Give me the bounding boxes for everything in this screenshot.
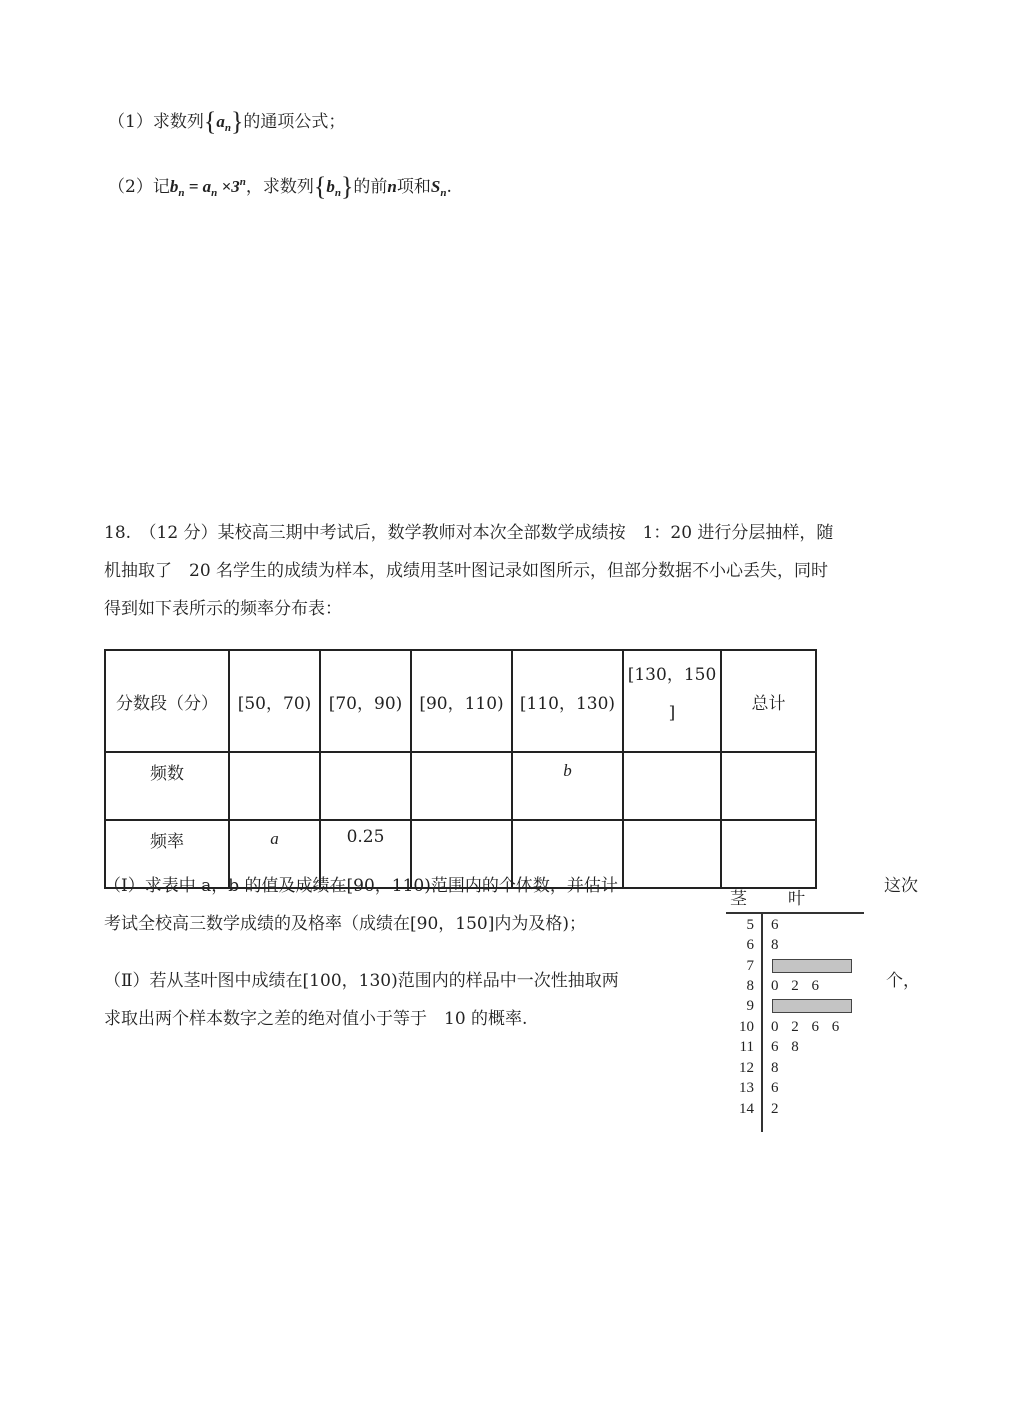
header-cell: 分数段（分）	[105, 650, 229, 752]
table-cell	[229, 752, 320, 820]
q18-line1: 18. （12 分）某校高三期中考试后，数学教师对本次全部数学成绩按 1：20 进行分层抽样，随	[104, 523, 834, 543]
stem-value: 11	[739, 1039, 754, 1055]
sub2-line1-tail: 个，	[886, 971, 920, 991]
part1-line	[108, 107, 345, 137]
table-cell	[721, 752, 816, 820]
stem-leaf-row	[726, 958, 866, 978]
table-header-row	[105, 650, 816, 752]
missing-data-bar	[772, 999, 852, 1013]
row-label-frequency-count: 频数	[105, 752, 229, 820]
part2-mid3: 项和	[396, 177, 431, 197]
stem-leaf-plot	[726, 880, 866, 1136]
part1-suffix: 的通项公式；	[243, 112, 346, 132]
table-cell	[320, 752, 411, 820]
seq-a-formula: $\{a_n\}$	[203, 107, 244, 136]
stem-value: 7	[746, 958, 754, 974]
stem-value: 14	[739, 1101, 754, 1117]
sub2-line2: 求取出两个样本数字之差的绝对值小于等于 10 的概率.	[104, 1009, 528, 1029]
table-cell-b: b	[512, 752, 623, 820]
table-cell	[411, 752, 512, 820]
header-cell: 总计	[721, 650, 816, 752]
leaf-values: 6	[771, 917, 779, 933]
stem-value: 12	[739, 1060, 754, 1076]
stem-value: 5	[746, 917, 754, 933]
leaf-values: 0 2 6 6	[771, 1019, 840, 1035]
leaf-values: 2	[771, 1101, 779, 1117]
stem-leaf-row	[726, 998, 866, 1018]
bn-definition-formula: $b_n = a_n \times 3^n$	[169, 176, 246, 199]
row-label-frequency-rate: 频率	[105, 820, 229, 888]
table-row	[105, 752, 816, 820]
header-cell: [110，130)	[512, 650, 623, 752]
part2-mid2: 的前	[353, 177, 388, 197]
leaf-values: 6	[771, 1080, 779, 1096]
table-cell-a: a	[229, 820, 320, 888]
q18-line3: 得到如下表所示的频率分布表：	[104, 599, 342, 619]
leaf-header: 叶	[788, 889, 805, 909]
part2-end: .	[446, 177, 452, 197]
missing-data-bar	[772, 959, 852, 973]
part2-prefix: （2）记	[108, 177, 170, 197]
leaf-values: 6 8	[771, 1039, 799, 1055]
stem-leaf-row	[726, 1060, 866, 1080]
stem-leaf-row	[726, 917, 866, 937]
sub2-line1: （Ⅱ）若从茎叶图中成绩在[100，130)范围内的样品中一次性抽取两	[104, 971, 619, 991]
header-cell: [70，90)	[320, 650, 411, 752]
stem-value: 9	[746, 998, 754, 1014]
header-cell: [90，110)	[411, 650, 512, 752]
frequency-table	[104, 649, 817, 889]
stem-value: 10	[739, 1019, 754, 1035]
stem-leaf-row	[726, 978, 866, 998]
stem-value: 8	[746, 978, 754, 994]
stem-header: 茎	[730, 889, 747, 909]
table-cell-value: 0.25	[320, 820, 411, 888]
header-cell: [50，70)	[229, 650, 320, 752]
stem-value: 13	[739, 1080, 754, 1096]
sub1-line1: （Ⅰ）求表中 a，b 的值及成绩在[90，110)范围内的个体数，并估计	[104, 876, 618, 896]
part2-mid: ，求数列	[245, 177, 314, 197]
stem-leaf-row	[726, 1019, 866, 1039]
stem-value: 6	[746, 937, 754, 953]
stem-leaf-row	[726, 1039, 866, 1059]
table-cell	[721, 820, 816, 888]
q18-line2: 机抽取了 20 名学生的成绩为样本，成绩用茎叶图记录如图所示，但部分数据不小心丢失，同时	[104, 561, 829, 581]
sub1-line2: 考试全校高三数学成绩的及格率（成绩在[90，150]内为及格)；	[104, 914, 586, 934]
leaf-values: 8	[771, 937, 779, 953]
stem-leaf-row	[726, 937, 866, 957]
header-cell: [130，150 ]	[623, 650, 721, 752]
stem-leaf-row	[726, 1080, 866, 1100]
table-cell	[623, 820, 721, 888]
sn-symbol: $S_n$	[430, 177, 447, 199]
part2-line	[108, 172, 452, 202]
leaf-values: 8	[771, 1060, 779, 1076]
seq-b-formula: $\{b_n\}$	[313, 172, 354, 201]
part1-prefix: （1）求数列	[108, 112, 204, 132]
sub1-line1-tail: 这次	[884, 876, 918, 896]
stem-leaf-divider-horizontal	[726, 912, 864, 914]
stem-leaf-row	[726, 1101, 866, 1121]
table-cell	[623, 752, 721, 820]
leaf-values: 0 2 6	[771, 978, 819, 994]
n-symbol: n	[387, 177, 397, 196]
